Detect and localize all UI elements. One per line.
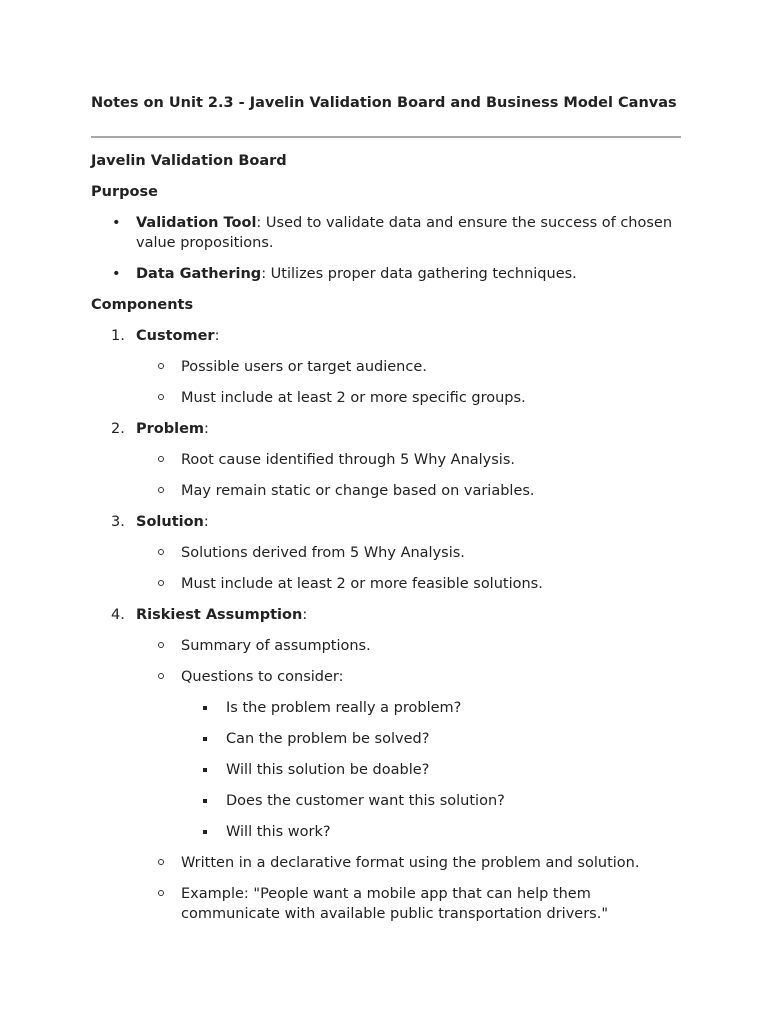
sub-item-text: Solutions derived from 5 Why Analysis.: [181, 545, 465, 561]
question-text: Will this solution be doable?: [226, 762, 430, 778]
document-title: Notes on Unit 2.3 - Javelin Validation Board and Business Model Canvas: [91, 95, 677, 111]
circle-bullet-icon: [158, 549, 164, 555]
purpose-heading: Purpose: [91, 184, 158, 200]
circle-bullet-icon: [158, 642, 164, 648]
circle-bullet-icon: [158, 363, 164, 369]
purpose-list: [91, 213, 681, 284]
circle-bullet-icon: [158, 394, 164, 400]
bullet-icon: •: [112, 266, 121, 282]
component-suffix: :: [204, 421, 209, 437]
item-number: 2.: [111, 421, 125, 437]
square-bullet-icon: [203, 830, 207, 834]
item-term: Data Gathering: [136, 266, 262, 282]
sub-item: [136, 357, 681, 377]
question-item: [181, 698, 681, 718]
list-item: [91, 213, 681, 253]
question-text: Can the problem be solved?: [226, 731, 430, 747]
question-text: Is the problem really a problem?: [226, 700, 462, 716]
horizontal-rule: [91, 136, 681, 138]
square-bullet-icon: [203, 799, 207, 803]
question-item: [181, 729, 681, 749]
item-number: 4.: [111, 607, 125, 623]
square-bullet-icon: [203, 706, 207, 710]
sub-item: [136, 884, 681, 924]
circle-bullet-icon: [158, 487, 164, 493]
item-text: : Used to validate data and ensure the success of chosen value propositions.: [136, 215, 673, 251]
component-suffix: :: [214, 328, 220, 344]
sub-item-text: Must include at least 2 or more specific groups.: [181, 390, 526, 406]
component-term: Solution: [136, 514, 204, 530]
document-page: [91, 93, 681, 935]
square-bullet-icon: [203, 737, 207, 741]
sub-item-text: Must include at least 2 or more feasible solutions.: [181, 576, 543, 592]
circle-bullet-icon: [158, 580, 164, 586]
sub-item-text: Root cause identified through 5 Why Analysis.: [181, 452, 516, 468]
question-item: [181, 822, 681, 842]
item-number: 3.: [111, 514, 125, 530]
item-text: : Utilizes proper data gathering techniques.: [261, 266, 577, 282]
list-item: [91, 264, 681, 284]
sub-item-text: Summary of assumptions.: [181, 638, 371, 654]
sub-item: [136, 853, 681, 873]
sub-item: [136, 636, 681, 656]
sub-item-text: Questions to consider:: [181, 669, 344, 685]
circle-bullet-icon: [158, 890, 164, 896]
circle-bullet-icon: [158, 859, 164, 865]
component-suffix: :: [203, 514, 209, 530]
sub-item-text: Written in a declarative format using the problem and solution.: [181, 855, 640, 871]
question-text: Will this work?: [226, 824, 331, 840]
component-item: [91, 326, 681, 408]
component-term: Problem: [136, 421, 205, 437]
component-term: Customer: [136, 328, 215, 344]
question-item: [181, 791, 681, 811]
sub-item: [136, 667, 681, 842]
sub-item-text: May remain static or change based on variables.: [181, 483, 535, 499]
bullet-icon: •: [112, 215, 121, 231]
circle-bullet-icon: [158, 673, 164, 679]
circle-bullet-icon: [158, 456, 164, 462]
sub-item: [136, 388, 681, 408]
sub-item-text: Possible users or target audience.: [181, 359, 427, 375]
item-number: 1.: [111, 328, 125, 344]
item-term: Validation Tool: [136, 215, 257, 231]
component-item: [91, 605, 681, 924]
sub-item: [136, 543, 681, 563]
components-list: [91, 326, 681, 924]
component-suffix: :: [302, 607, 308, 623]
sub-item-text: Example: "People want a mobile app that can help them communicate with available public transportation drivers.": [181, 886, 608, 922]
component-term: Riskiest Assumption: [136, 607, 303, 623]
questions-list: [181, 698, 681, 842]
square-bullet-icon: [203, 768, 207, 772]
sub-item: [136, 481, 681, 501]
component-item: [91, 419, 681, 501]
components-heading: Components: [91, 297, 194, 313]
sub-item: [136, 450, 681, 470]
sub-item: [136, 574, 681, 594]
component-item: [91, 512, 681, 594]
section-title: Javelin Validation Board: [91, 153, 287, 169]
question-item: [181, 760, 681, 780]
question-text: Does the customer want this solution?: [226, 793, 505, 809]
